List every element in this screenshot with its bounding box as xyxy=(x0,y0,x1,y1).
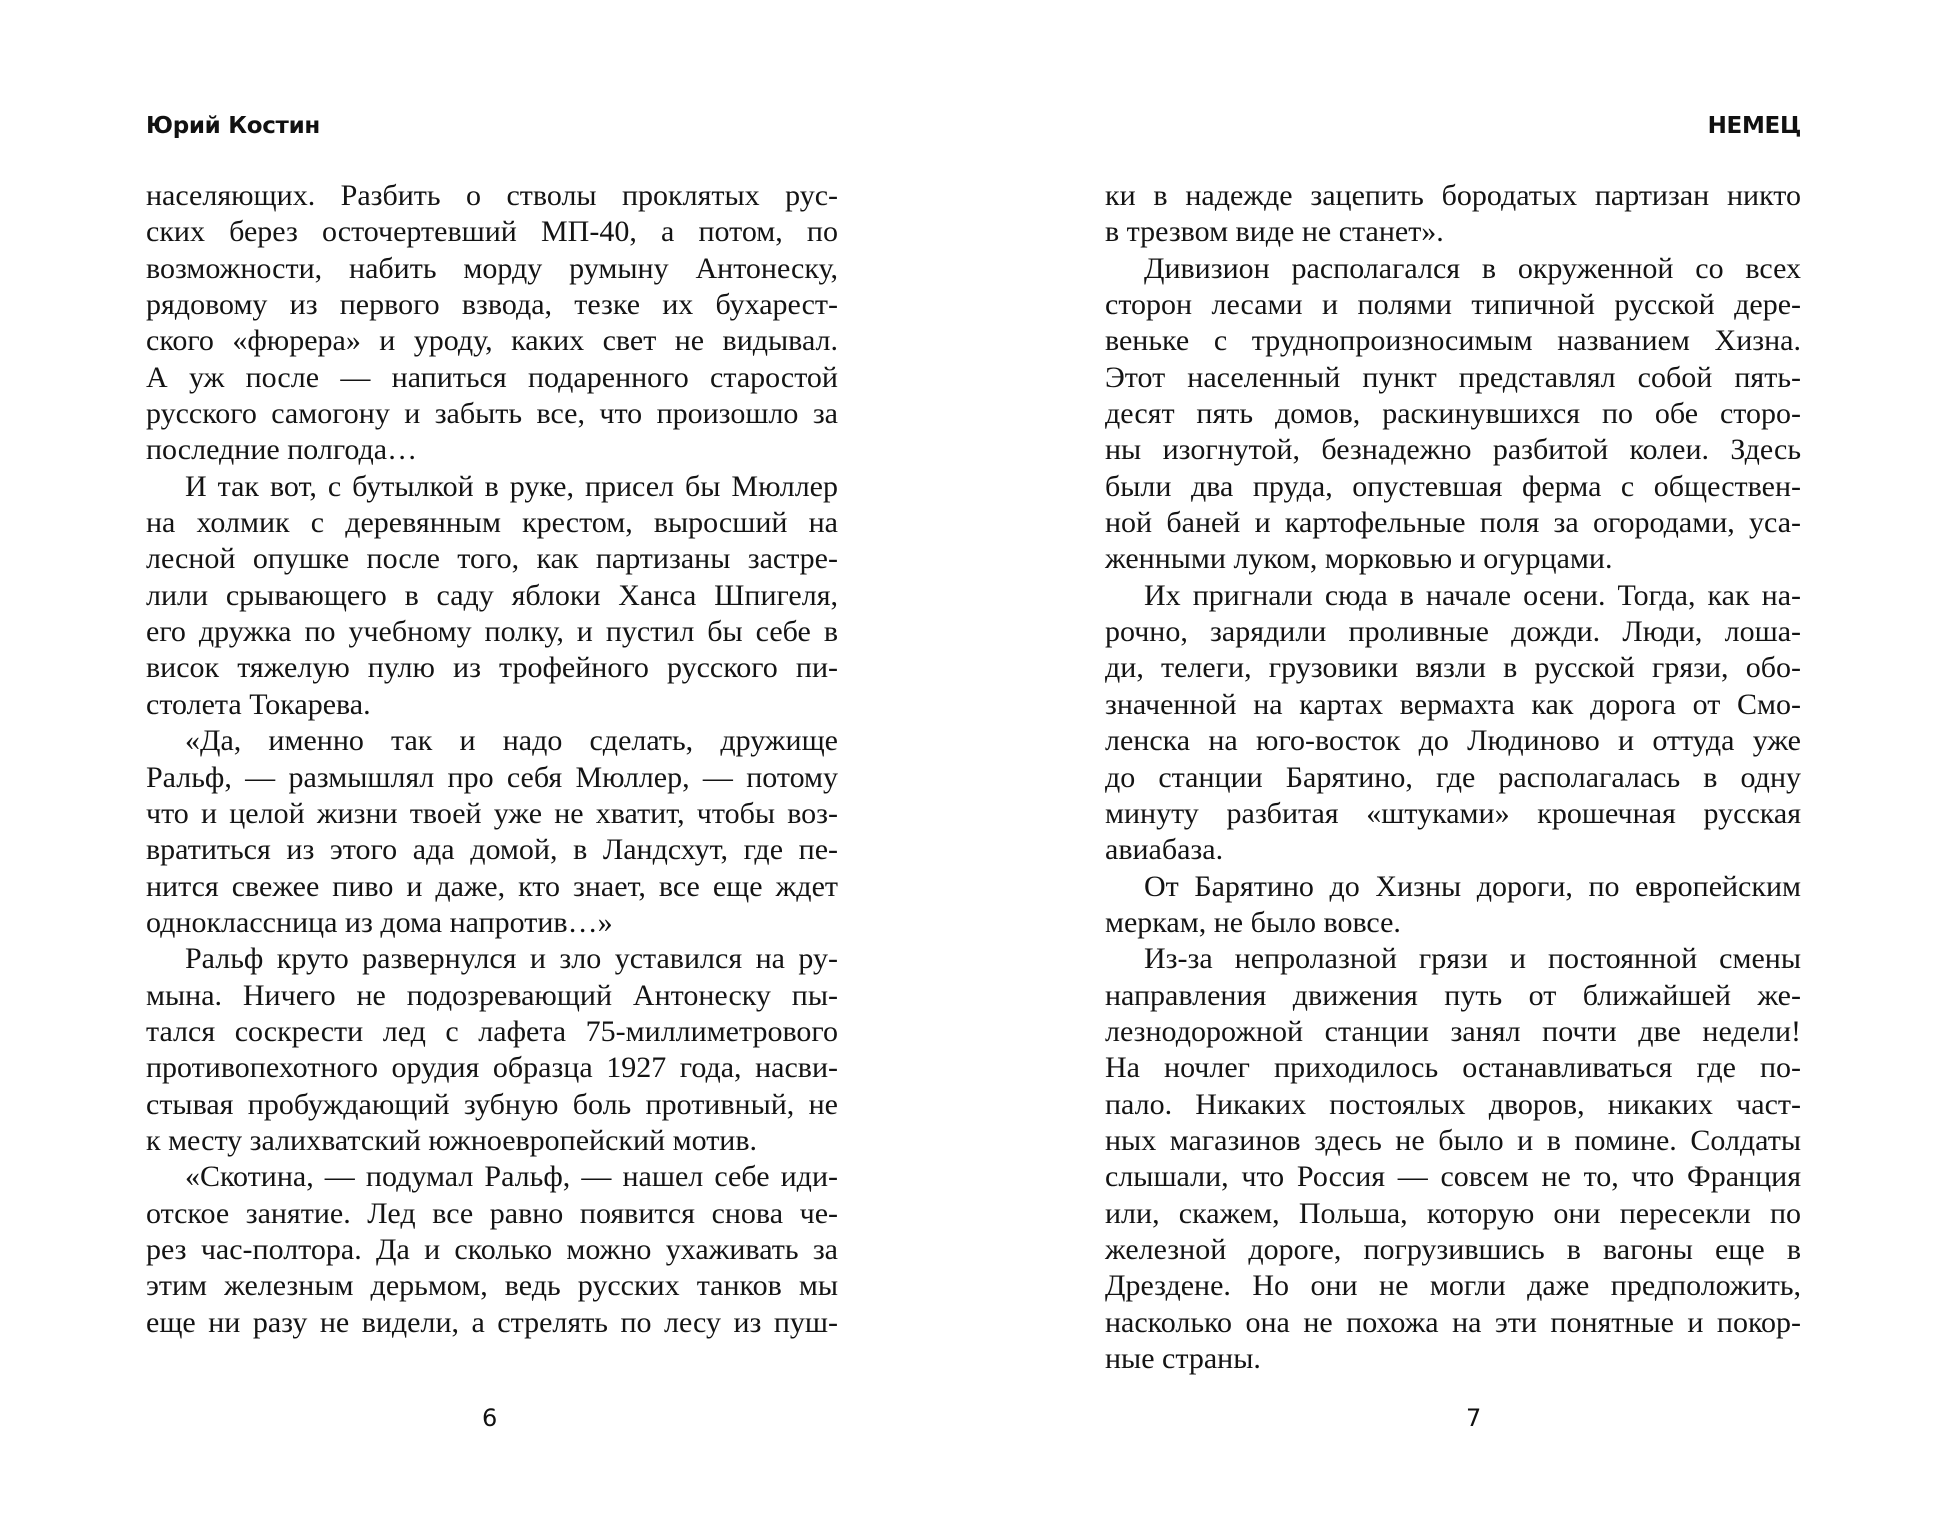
body-text xyxy=(1105,178,1801,1377)
text-line: населяющих. Разбить о стволы проклятых рус- xyxy=(146,179,838,212)
body-text xyxy=(146,178,838,1341)
text-line: меркам, не было вовсе. xyxy=(1105,905,1401,939)
text-line: ных магазинов здесь не было и в помине. Солдаты xyxy=(1105,1123,1801,1157)
text-line: в трезвом виде не станет». xyxy=(1105,215,1444,249)
text-line: авиабаза. xyxy=(1105,833,1224,867)
text-line: рочно, зарядили проливные дожди. Люди, лоша- xyxy=(1105,615,1801,649)
running-head-title: НЕМЕЦ xyxy=(1707,113,1801,139)
right-page xyxy=(1105,0,1801,1520)
text-line: слышали, что Россия — совсем не то, что Франция xyxy=(1105,1160,1801,1194)
left-page xyxy=(146,0,838,1520)
text-line: что и целой жизни твоей уже не хватит, чтобы воз- xyxy=(146,796,838,830)
text-line: нится свежее пиво и даже, кто знает, все еще ждет xyxy=(146,869,838,903)
text-line: минуту разбитая «штуками» крошечная русская xyxy=(1105,796,1801,830)
text-line: русского самогону и забыть все, что произошло за xyxy=(146,397,838,431)
text-line: возможности, набить морду румыну Антонеску, xyxy=(146,251,838,285)
text-line: «Да, именно так и надо сделать, дружище xyxy=(185,724,838,758)
text-line: лезнодорожной станции занял почти две недели! xyxy=(1105,1014,1801,1048)
text-line: веньке с труднопроизносимым названием Хизна. xyxy=(1105,324,1801,358)
text-line: ной баней и картофельные поля за огородами, уса- xyxy=(1105,506,1801,540)
text-line: вратиться из этого ада домой, в Ландсхут, где пе- xyxy=(146,833,838,867)
text-line: Этот населенный пункт представлял собой пять- xyxy=(1105,360,1801,394)
text-line: к месту залихватский южноевропейский мотив. xyxy=(146,1123,758,1157)
text-line: его дружка по учебному полку, и пустил бы себе в xyxy=(146,615,838,649)
text-line: Дрездене. Но они не могли даже предположить, xyxy=(1105,1269,1801,1303)
text-line: ки в надежде зацепить бородатых партизан никто xyxy=(1105,179,1801,212)
text-line: Дивизион располагался в окруженной со всех xyxy=(1144,251,1801,285)
text-line: Ральф, — размышлял про себя Мюллер, — потому xyxy=(146,760,838,794)
text-line: висок тяжелую пулю из трофейного русского пи- xyxy=(146,651,838,685)
text-line: ные страны. xyxy=(1105,1342,1261,1375)
text-line: ского «фюрера» и уроду, каких свет не видывал. xyxy=(146,324,838,358)
text-line: лесной опушке после того, как партизаны застре- xyxy=(146,542,838,576)
text-line: стывая пробуждающий зубную боль противный, не xyxy=(146,1087,838,1121)
running-head-author: Юрий Костин xyxy=(146,113,320,139)
text-line: Ральф круто развернулся и зло уставился на ру- xyxy=(185,942,838,976)
text-line: А уж после — напиться подаренного старостой xyxy=(146,360,838,394)
text-line: столета Токарева. xyxy=(146,687,371,721)
text-line: до станции Барятино, где располагалась в одну xyxy=(1105,760,1801,794)
page-number: 6 xyxy=(482,1404,498,1432)
text-line: насколько она не похожа на эти понятные и покор- xyxy=(1105,1305,1801,1339)
text-line: Их пригнали сюда в начале осени. Тогда, как на- xyxy=(1144,578,1801,612)
page-number: 7 xyxy=(1466,1404,1482,1432)
text-line: ских берез осточертевший МП-40, а потом, по xyxy=(146,215,838,249)
text-line: От Барятино до Хизны дороги, по европейским xyxy=(1144,869,1801,903)
text-line: женными луком, морковью и огурцами. xyxy=(1105,542,1613,576)
text-line: были два пруда, опустевшая ферма с обществен- xyxy=(1105,469,1801,503)
text-line: ди, телеги, грузовики вязли в русской грязи, обо- xyxy=(1105,651,1801,685)
text-line: одноклассница из дома напротив…» xyxy=(146,905,613,939)
text-line: противопехотного орудия образца 1927 года, насви- xyxy=(146,1051,838,1085)
text-line: тался соскрести лед с лафета 75-миллиметрового xyxy=(146,1014,838,1048)
text-line: рядовому из первого взвода, тезке их бухарест- xyxy=(146,288,838,322)
text-line: ленска на юго-восток до Людиново и оттуда уже xyxy=(1105,724,1801,758)
text-line: еще ни разу не видели, а стрелять по лесу из пуш- xyxy=(146,1305,838,1339)
text-line: мына. Ничего не подозревающий Антонеску пы- xyxy=(146,978,838,1012)
text-line: направления движения путь от ближайшей же- xyxy=(1105,978,1801,1012)
text-line: И так вот, с бутылкой в руке, присел бы Мюллер xyxy=(185,469,838,503)
text-line: лили срывающего в саду яблоки Ханса Шпигеля, xyxy=(146,578,838,612)
text-line: этим железным дерьмом, ведь русских танков мы xyxy=(146,1269,838,1303)
text-line: последние полгода… xyxy=(146,433,418,467)
text-line: «Скотина, — подумал Ральф, — нашел себе иди- xyxy=(185,1160,838,1194)
text-line: сторон лесами и полями типичной русской дере- xyxy=(1105,288,1801,322)
text-line: отское занятие. Лед все равно появится снова че- xyxy=(146,1196,838,1230)
text-line: Из-за непролазной грязи и постоянной смены xyxy=(1144,942,1801,976)
text-line: пало. Никаких постоялых дворов, никаких част- xyxy=(1105,1087,1801,1121)
text-line: На ночлег приходилось останавливаться где по- xyxy=(1105,1051,1801,1085)
text-line: значенной на картах вермахта как дорога от Смо- xyxy=(1105,687,1801,721)
text-line: ны изогнутой, безнадежно разбитой колеи. Здесь xyxy=(1105,433,1801,467)
text-line: рез час-полтора. Да и сколько можно ухаживать за xyxy=(146,1232,838,1266)
text-line: железной дороге, погрузившись в вагоны еще в xyxy=(1105,1232,1801,1266)
text-line: на холмик с деревянным крестом, выросший на xyxy=(146,506,838,540)
text-line: десят пять домов, раскинувшихся по обе сторо- xyxy=(1105,397,1801,431)
text-line: или, скажем, Польша, которую они пересекли по xyxy=(1105,1196,1801,1230)
